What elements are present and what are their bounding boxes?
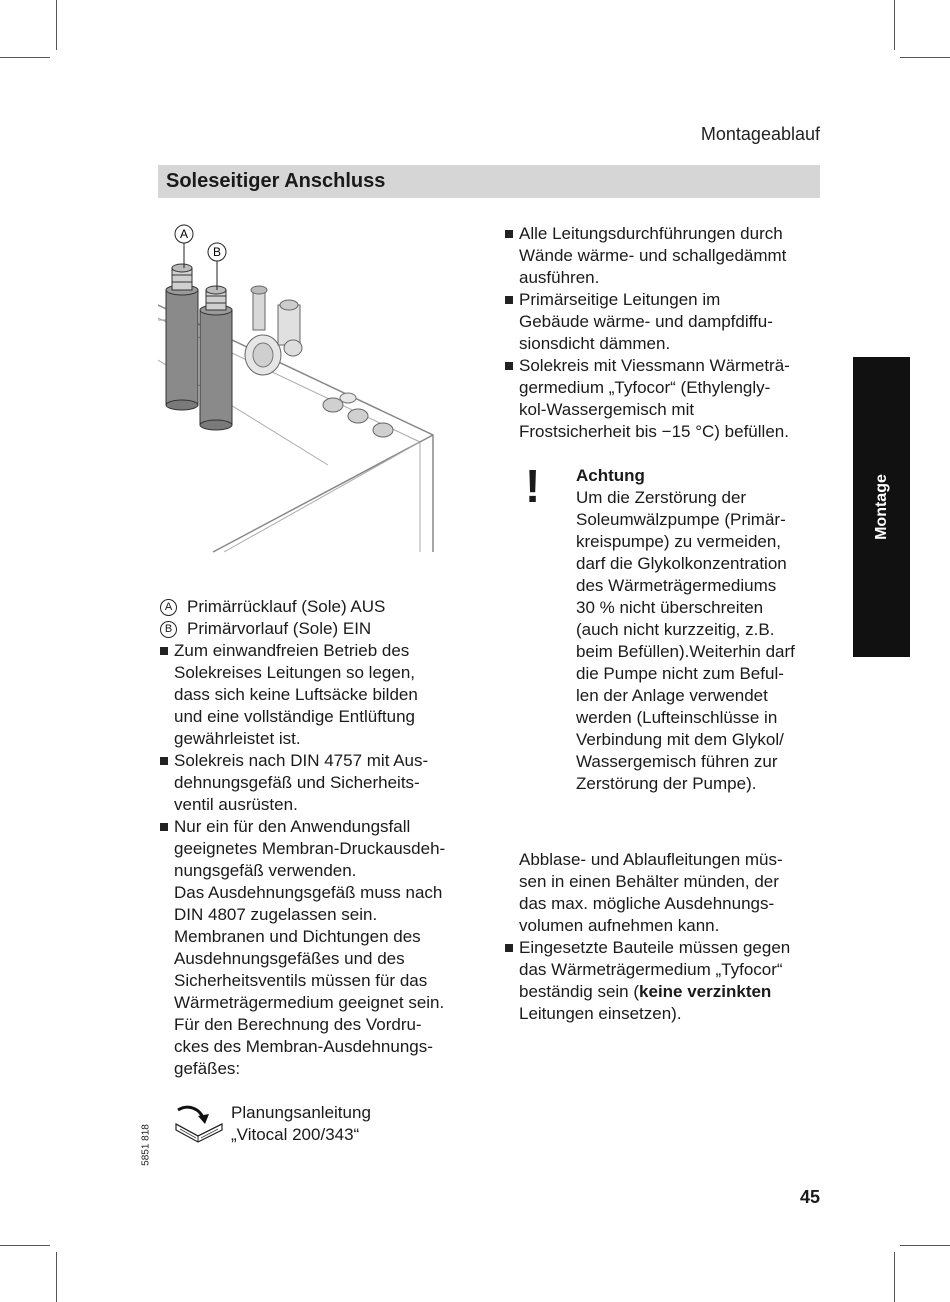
text-line: len der Anlage verwendet (576, 686, 768, 705)
text-line: geeignetes Membran-Druckausdeh- (174, 839, 446, 858)
legend-item (158, 596, 478, 618)
text-line: nungsgefäß verwenden. (174, 861, 357, 880)
list-item (158, 750, 478, 816)
emphasis-text: keine verzinkten (639, 982, 772, 1001)
text-line: Ausdehnungsgefäßes und des (174, 949, 405, 968)
bullet-square-icon (505, 362, 513, 370)
text-line: kol-Wassergemisch mit (519, 400, 695, 419)
bullet-square-icon (160, 757, 168, 765)
text-line: das max. mögliche Ausdehnungs- (519, 894, 775, 913)
text-line: Gebäude wärme- und dampfdiffu- (519, 312, 773, 331)
text-line: Solekreis nach DIN 4757 mit Aus- (174, 751, 429, 770)
text-line: Verbindung mit dem Glykol/ (576, 730, 784, 749)
list-item (503, 289, 823, 355)
text-line: werden (Lufteinschlüsse in (576, 708, 778, 727)
text-line: Das Ausdehnungsgefäß muss nach (174, 883, 443, 902)
text-line: Leitungen einsetzen). (519, 1004, 682, 1023)
planning-reference (174, 1100, 434, 1150)
text-line: Soleumwälzpumpe (Primär- (576, 510, 786, 529)
exclamation-icon: ! (525, 460, 541, 512)
text-line: darf die Glykolkonzentration (576, 554, 787, 573)
text-line: die Pumpe nicht zum Beful- (576, 664, 784, 683)
title-bar (158, 165, 820, 198)
text-line: Solekreis mit Viessmann Wärmeträ- (519, 356, 790, 375)
list-item (503, 223, 823, 289)
text-line: Abblase- und Ablaufleitungen müs- (519, 850, 783, 869)
right-column (503, 223, 823, 1025)
text-line: kreispumpe) zu vermeiden, (576, 532, 782, 551)
crop-mark (894, 0, 895, 50)
planning-title: Planungsanleitung (231, 1103, 371, 1122)
callout-b-label: B (212, 245, 222, 259)
text-segment: beständig sein ( (519, 982, 640, 1001)
text-line: sen in einen Behälter münden, der (519, 872, 779, 891)
text-line: sionsdicht dämmen. (519, 334, 671, 353)
crop-mark (894, 1252, 895, 1302)
legend-text-a: Primärrücklauf (Sole) AUS (187, 597, 386, 616)
connection-figure (158, 220, 448, 560)
text-line: ventil ausrüsten. (174, 795, 298, 814)
document-number: 5851 818 (140, 1124, 152, 1166)
text-line: gefäßes: (174, 1059, 241, 1078)
side-tab-label: Montage (872, 474, 890, 540)
paragraph (503, 849, 823, 937)
warning-title: Achtung (576, 466, 645, 485)
text-line: Membranen und Dichtungen des (174, 927, 421, 946)
crop-mark (0, 57, 50, 58)
page-title: Soleseitiger Anschluss (166, 170, 386, 192)
text-line: beim Befüllen).Weiterhin darf (576, 642, 795, 661)
text-line: Eingesetzte Bauteile müssen gegen (519, 938, 791, 957)
text-line: Zerstörung der Pumpe). (576, 774, 757, 793)
text-line: Um die Zerstörung der (576, 488, 747, 507)
text-line: Frostsicherheit bis −15 °C) befüllen. (519, 422, 789, 441)
text-line: ckes des Membran-Ausdehnungs- (174, 1037, 433, 1056)
text-line: germedium „Tyfocor“ (Ethylengly- (519, 378, 771, 397)
list-item (158, 816, 478, 1080)
text-line: und eine vollständige Entlüftung (174, 707, 416, 726)
text-line: dass sich keine Luftsäcke bilden (174, 685, 418, 704)
text-line: (auch nicht kurzzeitig, z.B. (576, 620, 775, 639)
text-line: dehnungsgefäß und Sicherheits- (174, 773, 420, 792)
text-line: ausführen. (519, 268, 600, 287)
list-item (503, 937, 823, 1025)
text-line: Alle Leitungsdurchführungen durch (519, 224, 783, 243)
crop-mark (0, 1245, 50, 1246)
text-line: gewährleistet ist. (174, 729, 301, 748)
bullet-square-icon (505, 296, 513, 304)
text-line: Solekreises Leitungen so legen, (174, 663, 415, 682)
text-line: Zum einwandfreien Betrieb des (174, 641, 410, 660)
text-line (519, 981, 823, 1003)
bullet-square-icon (505, 944, 513, 952)
text-line: Primärseitige Leitungen im (519, 290, 721, 309)
book-reference-icon (174, 1102, 226, 1146)
legend-key-a: A (160, 599, 177, 616)
side-tab[interactable] (853, 357, 910, 657)
list-item (158, 640, 478, 750)
text-line: Nur ein für den Anwendungsfall (174, 817, 411, 836)
warning-box (503, 460, 823, 795)
crop-mark (56, 1252, 57, 1302)
text-line: des Wärmeträgermediums (576, 576, 777, 595)
section-header: Montageablauf (700, 124, 820, 144)
text-line: Für den Berechnung des Vordru- (174, 1015, 422, 1034)
list-item (503, 355, 823, 443)
text-line: Sicherheitsventils müssen für das (174, 971, 428, 990)
legend-text-b: Primärvorlauf (Sole) EIN (187, 619, 372, 638)
crop-mark (900, 1245, 950, 1246)
text-line: 30 % nicht überschreiten (576, 598, 764, 617)
legend-item (158, 618, 478, 640)
heat-pump-illustration (158, 220, 448, 560)
crop-mark (900, 57, 950, 58)
legend-key-b: B (160, 621, 177, 638)
bullet-square-icon (505, 230, 513, 238)
text-line: DIN 4807 zugelassen sein. (174, 905, 378, 924)
text-line: das Wärmeträgermedium „Tyfocor“ (519, 960, 783, 979)
text-line: Wände wärme- und schallgedämmt (519, 246, 787, 265)
planning-doc: „Vitocal 200/343“ (231, 1125, 360, 1144)
page-number: 45 (799, 1187, 820, 1207)
left-column (158, 596, 478, 1080)
bullet-square-icon (160, 823, 168, 831)
bullet-square-icon (160, 647, 168, 655)
callout-a-label: A (179, 227, 189, 241)
crop-mark (56, 0, 57, 50)
text-line: volumen aufnehmen kann. (519, 916, 720, 935)
text-line: Wassergemisch führen zur (576, 752, 778, 771)
text-line: Wärmeträgermedium geeignet sein. (174, 993, 445, 1012)
